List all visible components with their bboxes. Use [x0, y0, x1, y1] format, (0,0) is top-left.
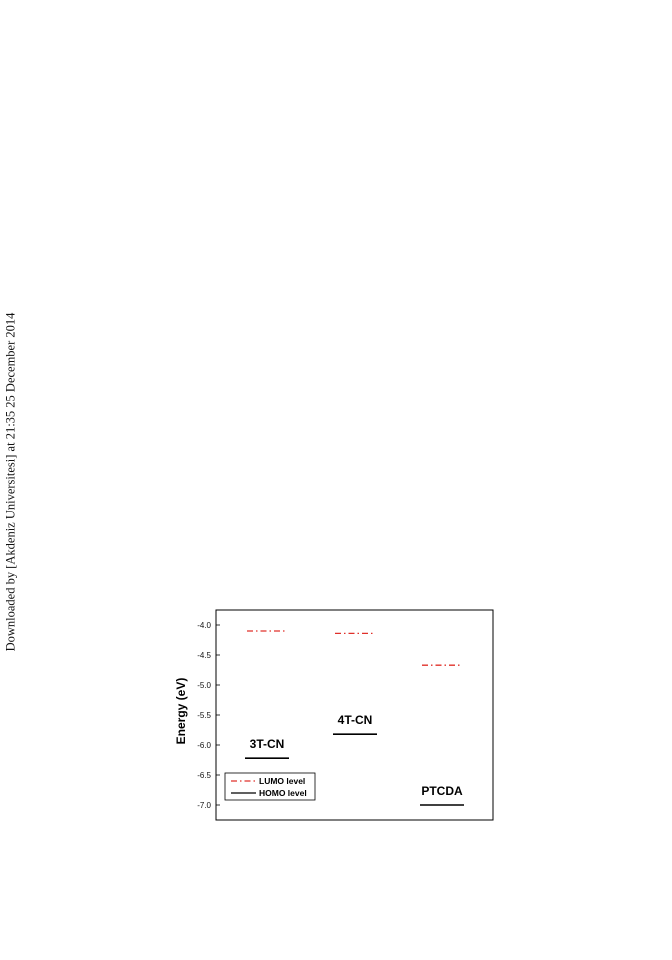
legend	[225, 773, 315, 800]
y-tick-label: -5.0	[197, 681, 211, 690]
y-tick-label: -6.0	[197, 741, 211, 750]
y-axis	[197, 621, 220, 810]
y-axis-label: Energy (eV)	[174, 677, 188, 745]
legend-label-1: HOMO level	[259, 788, 307, 798]
download-note: Downloaded by [Akdeniz Universitesi] at 21:35 25 December 2014	[3, 312, 18, 652]
y-tick-label: -5.5	[197, 711, 211, 720]
legend-label-0: LUMO level	[259, 776, 306, 786]
y-tick-label: -6.5	[197, 771, 211, 780]
y-tick-label: -4.5	[197, 651, 211, 660]
material-label-4T-CN: 4T-CN	[337, 713, 373, 728]
material-label-PTCDA: PTCDA	[421, 784, 463, 798]
y-tick-label: -7.0	[197, 801, 211, 810]
y-tick-label: -4.0	[197, 621, 211, 630]
material-label-3T-CN: 3T-CN	[249, 737, 285, 752]
